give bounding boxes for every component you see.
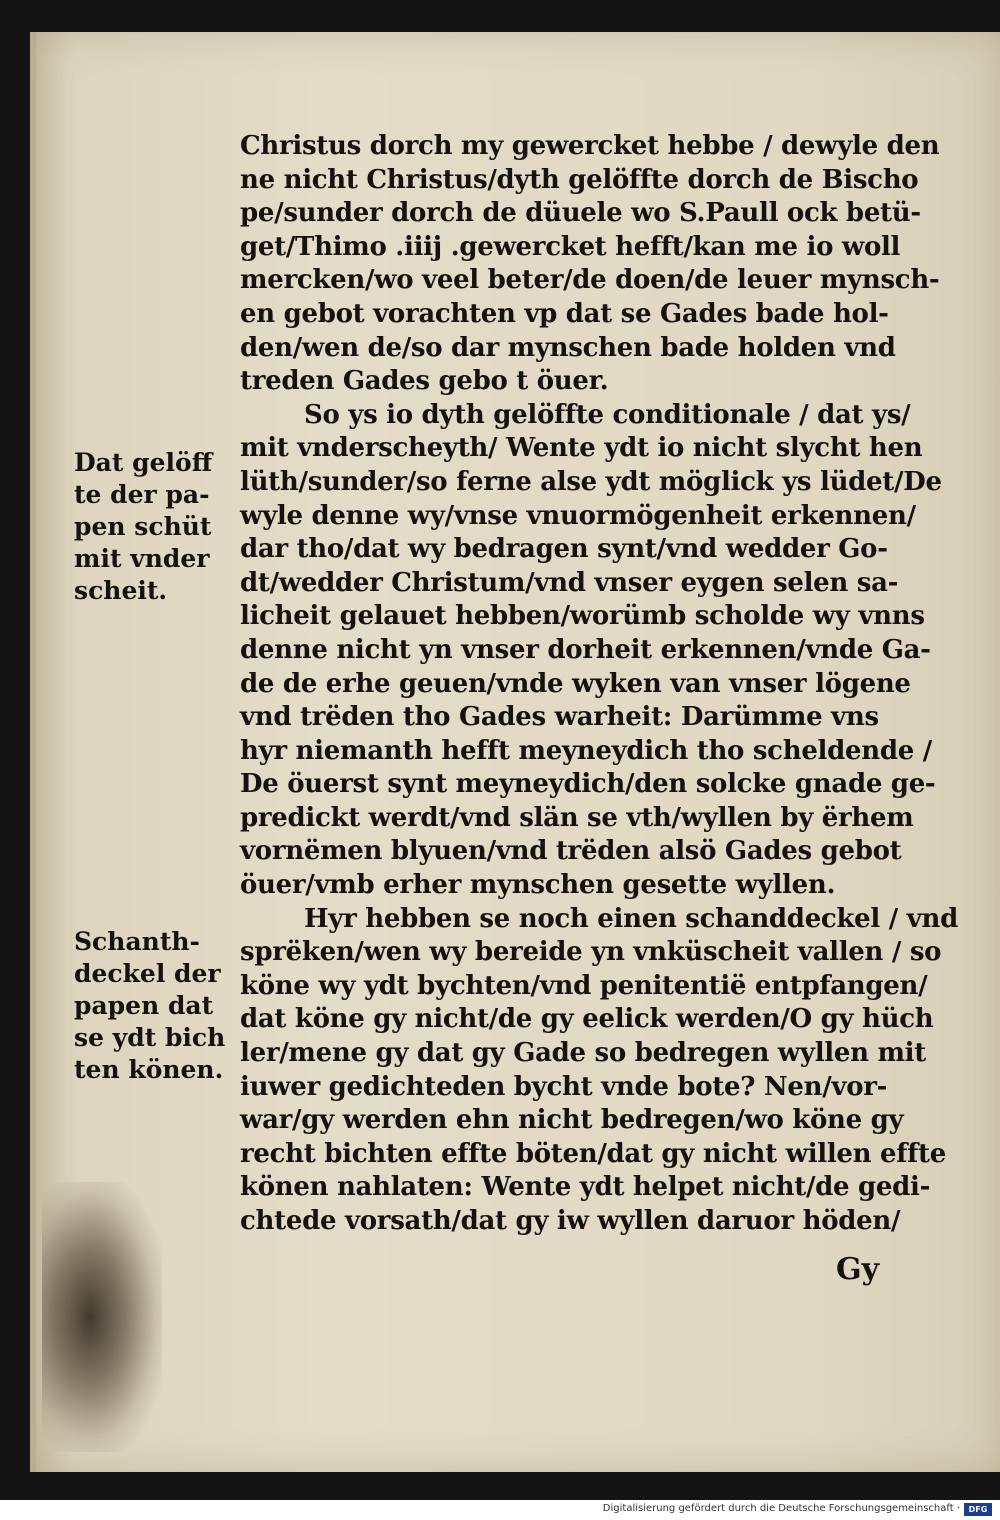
marginal-line: deckel der [74,959,221,988]
book-page [30,32,1000,1472]
text-line: mit vnderscheyth/ Wente ydt io nicht slycht hen [240,433,923,464]
text-line: en gebot vorachten vp dat se Gades bade hol‑ [240,298,889,329]
text-line: So ys io dyth gelöffte conditionale / dat ys/ [304,399,911,430]
text-line: iuwer gedichteden bycht vnde bote? Nen/vor‑ [240,1071,888,1102]
text-line: dar tho/dat wy bedragen synt/vnd wedder Go‑ [240,534,888,565]
text-line: vnd trëden tho Gades warheit: Darümme vns [240,702,879,733]
text-line: dt/wedder Christum/vnd vnser eygen selen sa‑ [240,567,899,598]
text-line: recht bichten effte böten/dat gy nicht willen effte [240,1138,946,1169]
text-line: lüth/sunder/so ferne alse ydt möglick ys lüdet/De [240,466,942,497]
text-line: hyr niemanth hefft meyneydich tho scheldende / [240,735,932,766]
text-line: treden Gades gebo t öuer. [240,366,609,397]
text-line: Christus dorch my gewercket hebbe / dewyle den [240,131,940,161]
dfg-logo: DFG [964,1503,992,1516]
text-line: öuer/vmb erher mynschen gesette wyllen. [240,870,836,901]
text-line: De öuerst synt meyneydich/den solcke gnade ge‑ [240,769,936,800]
marginal-line: scheit. [74,576,168,605]
marginal-note-1 [74,447,234,607]
marginal-line: papen dat [74,991,214,1020]
text-line: war/gy werden ehn nicht bedregen/wo köne gy [240,1105,904,1136]
catchword: Gy [836,1252,880,1287]
text-line: get/Thimo .iiij .gewercket hefft/kan me io woll [240,231,901,262]
text-line: ne nicht Christus/dyth gelöffte dorch de Bischo [240,164,919,195]
text-line: Hyr hebben se noch einen schanddeckel / vnd [304,903,958,934]
main-text-block [240,130,958,1239]
text-line: könen nahlaten: Wente ydt helpet nicht/de gedi‑ [240,1172,931,1203]
text-line: predickt werdt/vnd slän se vth/wyllen by ërhem [240,802,914,833]
text-line: denne nicht yn vnser dorheit erkennen/vnde Ga‑ [240,634,931,665]
marginal-line: ten könen. [74,1055,224,1084]
text-line: chtede vorsath/dat gy iw wyllen daruor höden/ [240,1206,901,1236]
ink-stain [42,1182,162,1452]
text-line: mercken/wo veel beter/de doen/de leuer mynsch‑ [240,265,940,296]
marginal-line: te der pa‑ [74,480,210,509]
text-line: vornëmen blyuen/vnd trëden alsö Gades gebot [240,836,902,867]
text-line: köne wy ydt bychten/vnd penitentië entpfangen/ [240,970,928,1001]
text-line: ler/mene gy dat gy Gade so bedregen wyllen mit [240,1038,926,1069]
marginal-line: mit vnder [74,544,210,573]
footer-bar [0,1500,1000,1520]
marginal-line: Dat gelöff [74,448,213,477]
text-line: wyle denne wy/vnse vnuormögenheit erkennen/ [240,500,916,531]
text-line: de de erhe geuen/vnde wyken van vnser lögene [240,668,911,699]
text-line: dat köne gy nicht/de gy eelick werden/O gy hüch [240,1004,934,1035]
marginal-line: se ydt bich [74,1023,226,1052]
text-line: sprëken/wen wy bereide yn vnküscheit vallen / so [240,937,942,968]
funding-credit: Digitalisierung gefördert durch die Deutsche Forschungsgemeinschaft · [602,1503,960,1514]
text-line: licheit gelauet hebben/worümb scholde wy vnns [240,601,925,632]
marginal-note-2 [74,926,234,1086]
marginal-line: pen schüt [74,512,212,541]
text-line: den/wen de/so dar mynschen bade holden vnd [240,332,896,363]
marginal-line: Schanth‑ [74,927,200,956]
text-line: pe/sunder dorch de düuele wo S.Paull ock betü‑ [240,198,921,229]
